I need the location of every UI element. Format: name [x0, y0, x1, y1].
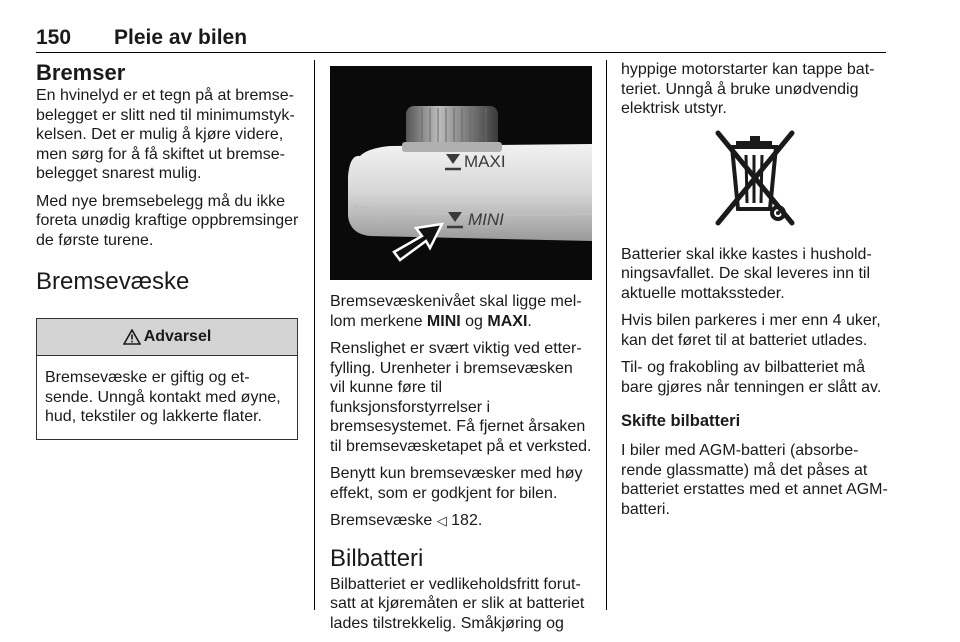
- paragraph: Bilbatteriet er vedlikeholdsfritt forutsatt at kjøremåten er slik at batteriet lades tilstrekkelig. Småkjøring og: [330, 575, 585, 632]
- column-2: [330, 292, 592, 641]
- page-number: 150: [36, 26, 72, 49]
- subsection-heading-skifte-bilbatteri: Skifte bilbatteri: [621, 412, 741, 430]
- maxi-label: MAXI: [464, 152, 506, 171]
- paragraph: En hvinelyd er et tegn på at bremsebelegget er slitt ned til minimumstykkelsen. Det er mulig å kjøre videre, men sørg for å få skiftet ut bremsebelegget snarest mulig.: [36, 87, 295, 182]
- column-divider-left: [314, 60, 315, 610]
- warning-title: Advarsel: [143, 328, 212, 345]
- paragraph: Batterier skal ikke kastes i husholdningsavfallet. De skal leveres inn til aktuelle mottakssteder.: [621, 245, 872, 302]
- paragraph: Hvis bilen parkeres i mer enn 4 uker, kan det føret til at batteriet utlades.: [621, 312, 881, 349]
- page-header: [36, 22, 886, 53]
- brake-fluid-reservoir-photo: [330, 66, 592, 280]
- column-divider-right: [606, 60, 607, 610]
- page-title: Pleie av bilen: [114, 26, 248, 49]
- paragraph: Benytt kun bremsevæsker med høy effekt, som er godkjent for bilen.: [330, 465, 583, 502]
- paragraph: Renslighet er svært viktig ved etterfylling. Urenheter i bremsevæsken vil kunne føre til funksjonsforstyrrelser i bremsesystemet. Få fjernet årsaken til bremsevæsketapet på et verksted.: [330, 340, 592, 455]
- warning-header: [37, 319, 297, 356]
- warning-triangle-icon: [123, 329, 141, 345]
- paragraph: I biler med AGM-batteri (absorberende glassmatte) må det påses at batteriet erstattes med et annet AGM-batteri.: [621, 442, 888, 518]
- crossed-out-wheelie-bin-icon: [710, 127, 800, 231]
- paragraph: Til- og frakobling av bilbatteriet må bare gjøres når tenningen er slått av.: [621, 359, 882, 396]
- subsection-heading-bremsevaeske: Bremsevæske: [36, 268, 190, 295]
- paragraph-fluid-level: Bremsevæskenivået skal ligge mellom merkene MINI og MAXI.: [330, 293, 582, 330]
- warning-body: [37, 356, 297, 439]
- reference-arrow-icon: ◁: [436, 513, 447, 528]
- mini-label: MINI: [468, 210, 504, 229]
- paragraph: Med nye bremsebelegg må du ikke foreta unødig kraftige oppbremsinger de første turene.: [36, 192, 299, 249]
- warning-text: Bremsevæske er giftig og etsende. Unngå kontakt med øyne, hud, tekstiler og lakkerte flater.: [45, 369, 281, 425]
- section-heading-bilbatteri: Bilbatteri: [330, 544, 424, 572]
- column-1: [36, 60, 300, 440]
- column-3: [621, 60, 889, 527]
- cross-reference[interactable]: Bremsevæske ◁ 182.: [330, 512, 483, 529]
- warning-box: [36, 318, 298, 440]
- section-heading-bremser: Bremser: [36, 60, 126, 85]
- paragraph: hyppige motorstarter kan tappe batteriet. Unngå å bruke unødvendig elektrisk utstyr.: [621, 61, 875, 117]
